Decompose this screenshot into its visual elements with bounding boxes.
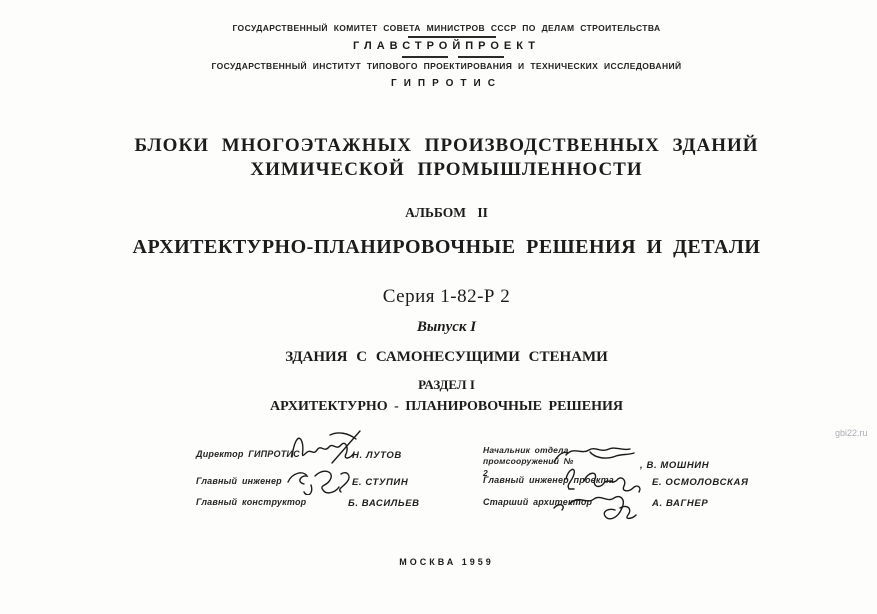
signature-name: Е. СТУПИН xyxy=(352,477,409,488)
footer-imprint: МОСКВА 1959 xyxy=(399,557,494,567)
masthead-abbr: ГИПРОТИС xyxy=(391,78,502,89)
doc-title-line-1: БЛОКИ МНОГОЭТАЖНЫХ ПРОИЗВОДСТВЕННЫХ ЗДАНИЙ xyxy=(134,135,759,156)
signature-role: Старший архитектор xyxy=(483,497,593,507)
divider-rule xyxy=(402,56,448,58)
signature-scribble xyxy=(548,486,653,521)
signature-name: Н. ЛУТОВ xyxy=(352,450,402,461)
divider-rule xyxy=(458,56,504,58)
signature-role: Главный конструктор xyxy=(196,497,307,507)
signature-scribble xyxy=(286,427,368,467)
masthead-org-name: ГЛАВСТРОЙПРОЕКТ xyxy=(353,40,540,52)
signature-scribble xyxy=(283,465,355,495)
doc-title-line-2: ХИМИЧЕСКОЙ ПРОМЫШЛЕННОСТИ xyxy=(250,159,643,180)
signature-name: , В. МОШНИН xyxy=(640,460,710,471)
section-label: РАЗДЕЛ I xyxy=(418,377,475,392)
issue-label: Выпуск I xyxy=(416,319,477,335)
section-title: АРХИТЕКТУРНО - ПЛАНИРОВОЧНЫЕ РЕШЕНИЯ xyxy=(269,399,624,414)
signature-name: А. ВАГНЕР xyxy=(652,498,709,509)
series-label: Серия 1-82-Р 2 xyxy=(382,286,511,307)
signature-role: Начальник отдела промсооружений № 2 xyxy=(483,445,574,478)
divider-rule xyxy=(408,36,496,38)
masthead-committee-line: ГОСУДАРСТВЕННЫЙ КОМИТЕТ СОВЕТА МИНИСТРОВ СССР ПО ДЕЛАМ СТРОИТЕЛЬСТВА xyxy=(232,23,661,33)
signature-name: Е. ОСМОЛОВСКАЯ xyxy=(652,477,749,488)
signature-role: Главный инженер проекта xyxy=(483,475,615,485)
signature-role: Директор ГИПРОТИС xyxy=(196,449,300,459)
subtitle: ЗДАНИЯ С САМОНЕСУЩИМИ СТЕНАМИ xyxy=(285,349,608,365)
watermark: gbi22.ru xyxy=(835,428,868,438)
signature-name: Б. ВАСИЛЬЕВ xyxy=(348,498,420,509)
album-label: АЛЬБОМ II xyxy=(405,205,488,220)
masthead-institute-line: ГОСУДАРСТВЕННЫЙ ИНСТИТУТ ТИПОВОГО ПРОЕКТИРОВАНИЯ И ТЕХНИЧЕСКИХ ИССЛЕДОВАНИЙ xyxy=(211,61,682,71)
signature-role: Главный инженер xyxy=(196,476,282,486)
main-heading: АРХИТЕКТУРНО-ПЛАНИРОВОЧНЫЕ РЕШЕНИЯ И ДЕТАЛИ xyxy=(132,236,761,258)
